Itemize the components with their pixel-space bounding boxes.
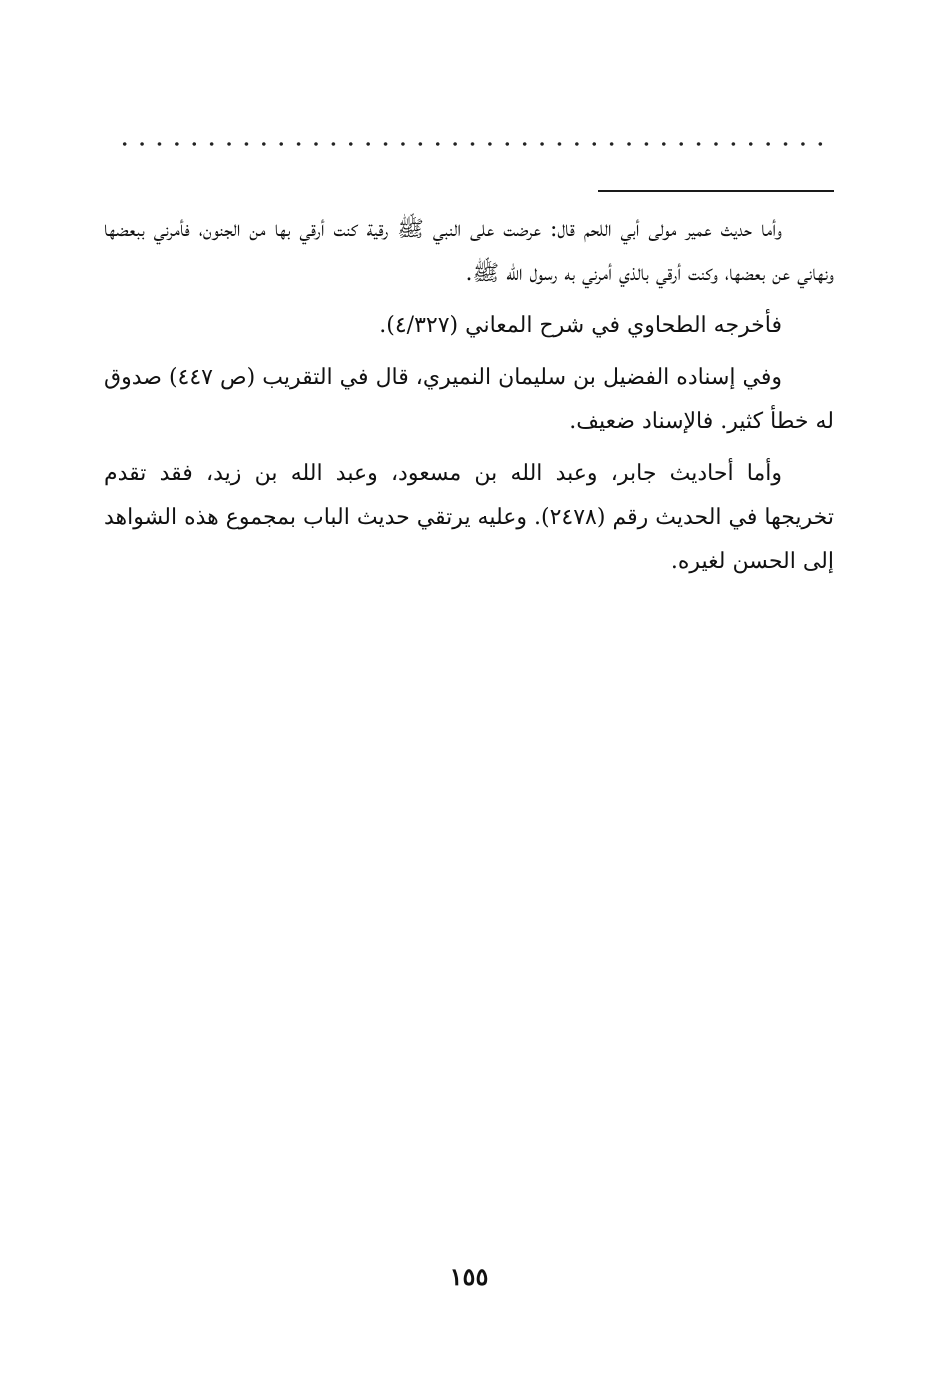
- page-number: ١٥٥: [449, 1262, 489, 1291]
- paragraph-other-hadiths: وأما أحاديث جابر، وعبد الله بن مسعود، وعبد الله بن زيد، فقد تقدم تخريجها في الحديث رقم (٢٤٧٨). وعليه يرتقي حديث الباب بمجموع هذه الشواهد إلى الحسن لغيره.: [104, 461, 834, 574]
- paragraph-tahawi-source: فأخرجه الطحاوي في شرح المعاني (٤/٣٢٧).: [379, 313, 782, 338]
- paragraph-isnad-note: وفي إسناده الفضيل بن سليمان النميري، قال في التقريب (ص ٤٤٧) صدوق له خطأ كثير. فالإسناد ضعيف.: [104, 365, 834, 434]
- paragraph-umair-hadith: وأما حديث عمير مولى أبي اللحم قال: عرضت على النبي ﷺ رقية كنت أرقي بها من الجنون، فأمرني ببعضها ونهاني عن بعضها، وكنت أرقي بالذي أمرني به رسول الله ﷺ.: [104, 217, 834, 286]
- separator-dotted-rule: [116, 140, 832, 148]
- footnote-text-block: [104, 208, 834, 592]
- footnote-rule: [598, 190, 834, 192]
